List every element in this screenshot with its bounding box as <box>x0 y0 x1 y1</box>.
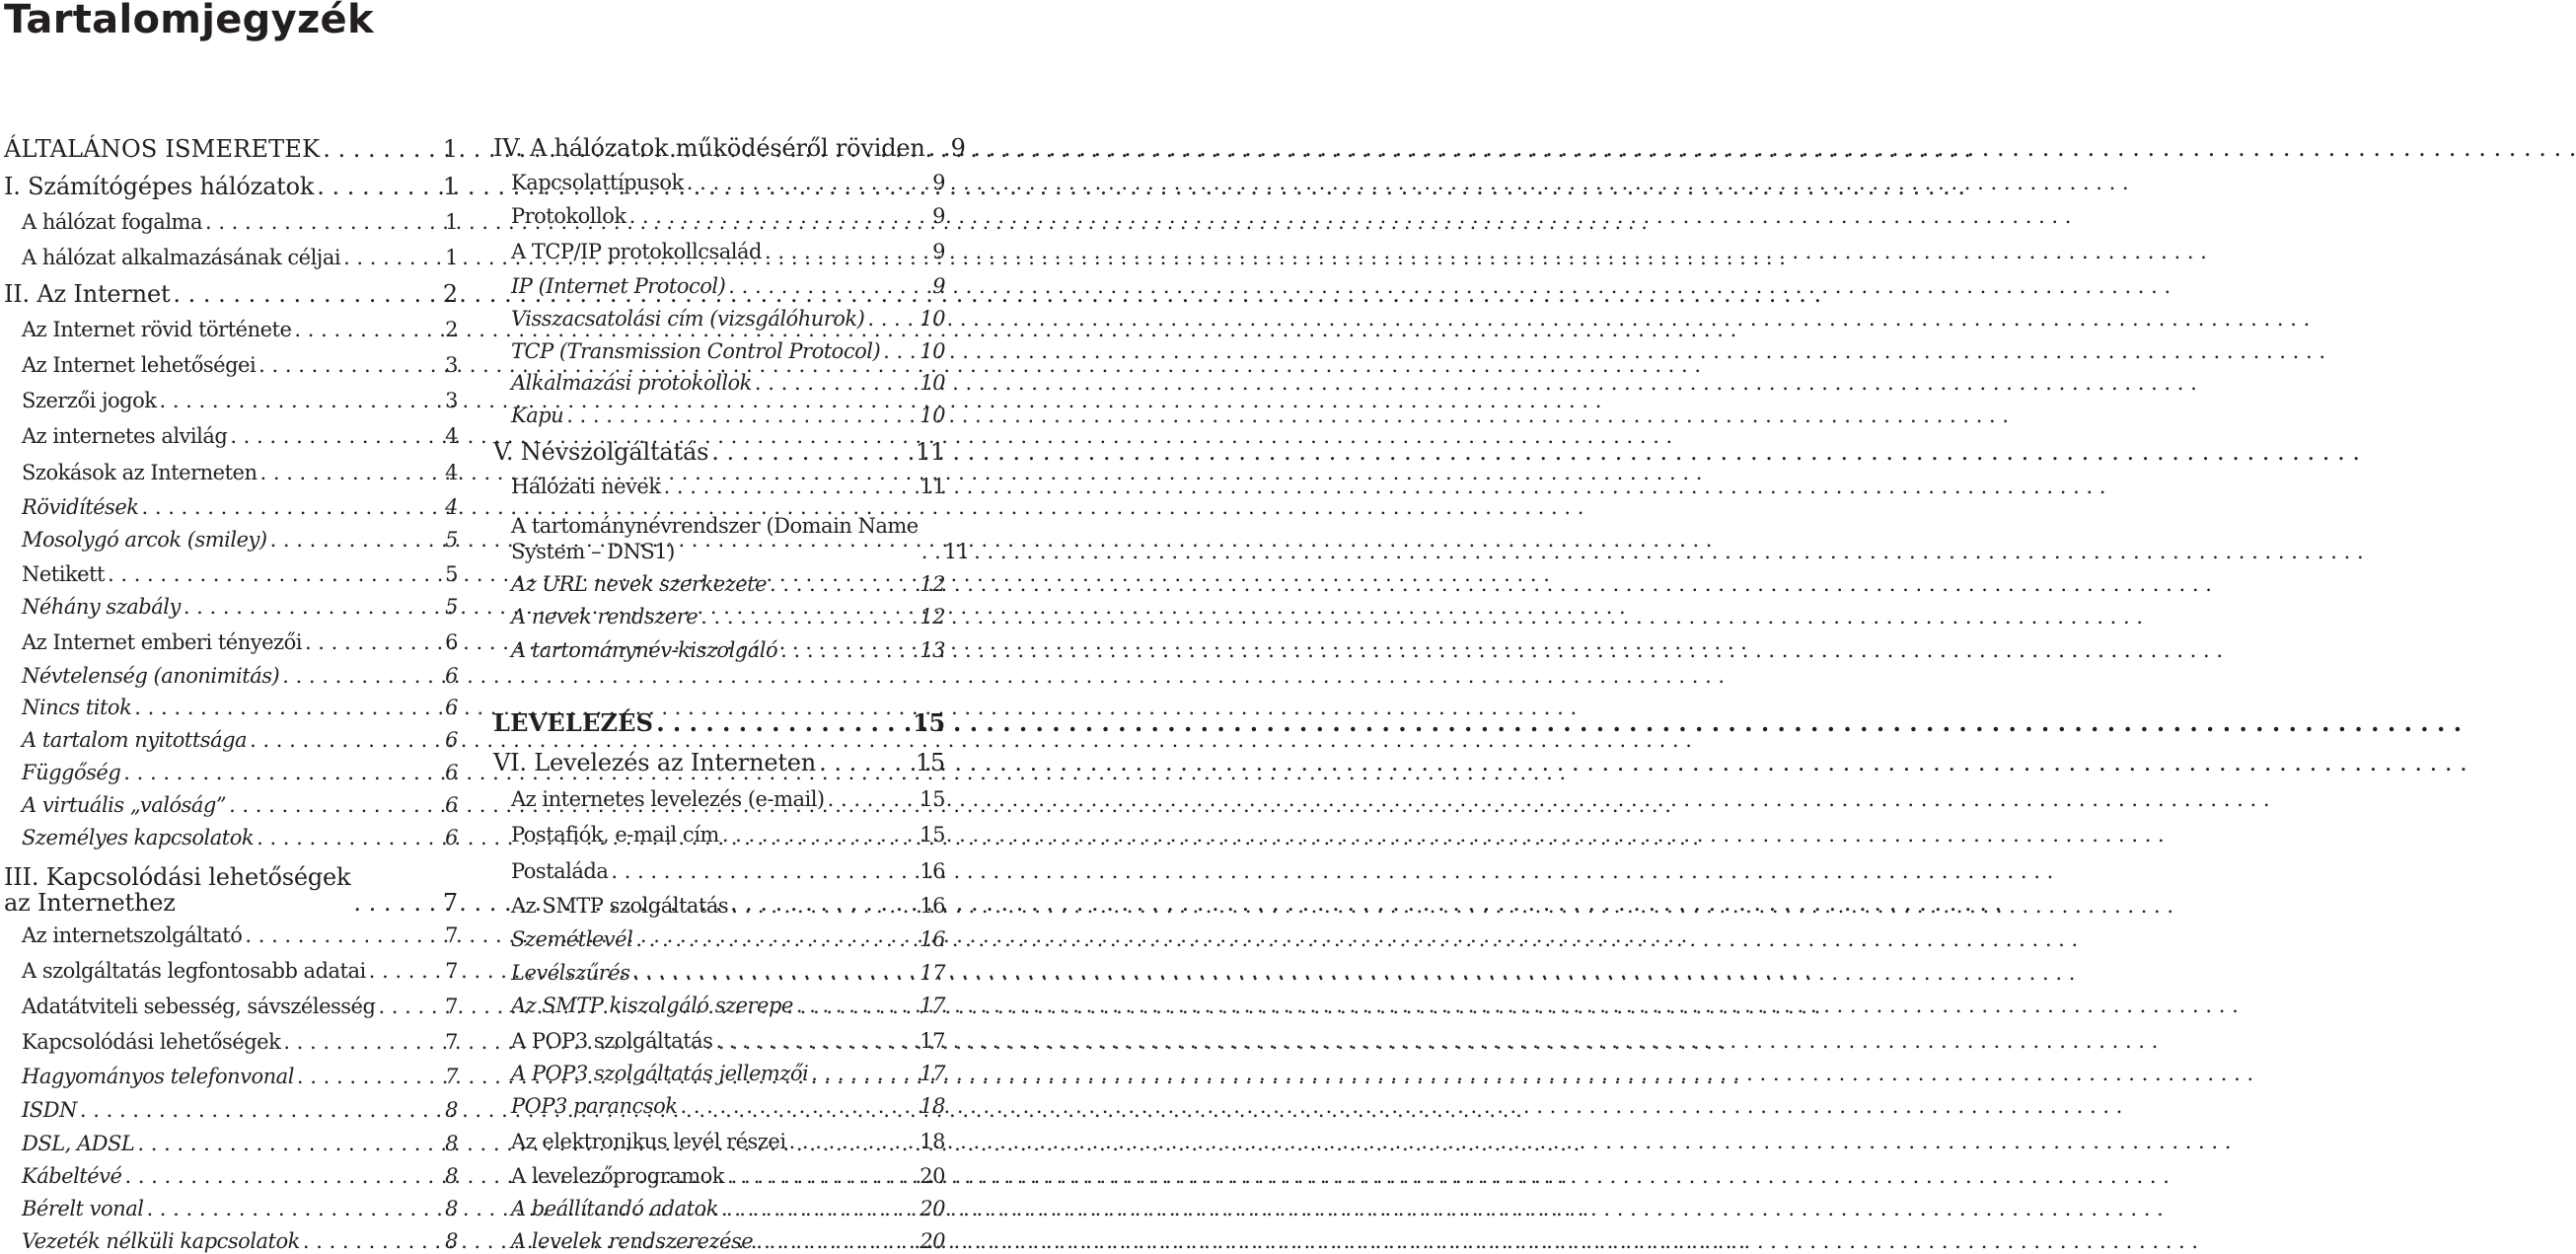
toc-entry-page-number: 5 <box>445 595 458 619</box>
dot-leader <box>366 958 445 984</box>
toc-entry-title: Rövidítések <box>22 495 139 519</box>
toc-entry <box>493 129 966 162</box>
toc-entry-page-number: 9 <box>932 274 945 298</box>
toc-entry-page-number: 6 <box>445 793 458 817</box>
toc-entry-title: Az internetes levelezés (e-mail) <box>511 787 825 811</box>
dot-leader <box>300 1228 445 1254</box>
dot-leader <box>698 604 920 629</box>
toc-entry-page-number: 1 <box>442 135 458 163</box>
toc-entry <box>4 521 458 553</box>
dot-leader <box>247 727 445 753</box>
toc-entry-page-number: 4 <box>445 461 458 484</box>
toc-entry <box>4 721 458 753</box>
toc-entry-page-number: 18 <box>920 1130 945 1153</box>
toc-entry-page-number: 15 <box>915 749 945 776</box>
toc-entry-title: A hálózat fogalma <box>22 210 202 234</box>
toc-entry-page-number: 6 <box>445 664 458 688</box>
toc-entry <box>4 657 458 689</box>
toc-entry-page-number: 15 <box>920 787 945 811</box>
dot-leader <box>181 594 445 620</box>
dot-leader <box>258 460 446 485</box>
toc-entry-page-number: 8 <box>445 1229 458 1253</box>
toc-entry-page-number: 9 <box>932 171 945 194</box>
toc-entry-title: Szerzői jogok <box>22 389 157 412</box>
toc-entry <box>493 1157 945 1189</box>
toc-entry-title: Szemétlevél <box>511 927 633 951</box>
toc-entry <box>493 233 945 264</box>
toc-entry <box>4 754 458 785</box>
toc-entry <box>4 917 458 948</box>
dot-leader <box>291 317 445 342</box>
toc-entry-page-number: 8 <box>445 1197 458 1220</box>
toc-entry <box>493 744 945 775</box>
dot-leader <box>105 561 445 587</box>
dot-leader <box>677 1093 920 1119</box>
toc-entry <box>4 1091 458 1123</box>
dot-leader <box>134 1131 445 1156</box>
toc-entry <box>4 588 458 620</box>
toc-entry <box>4 988 458 1019</box>
toc-entry <box>4 275 458 307</box>
dot-leader <box>170 281 443 307</box>
toc-entry <box>493 631 945 663</box>
dot-leader <box>227 423 445 449</box>
toc-entry-title: A TCP/IP protokollcsalád <box>511 240 762 263</box>
toc-entry-title: Visszacsatolási cím (vizsgálóhurok) <box>511 307 865 331</box>
toc-entry-page-number: 11 <box>915 438 945 466</box>
toc-entry-page-number: 4 <box>445 495 458 519</box>
dot-leader <box>919 539 944 564</box>
dot-leader <box>880 338 920 364</box>
toc-entry <box>493 267 945 299</box>
toc-entry-title <box>511 507 919 564</box>
dot-leader <box>375 994 445 1019</box>
toc-entry <box>493 468 945 499</box>
dot-leader <box>294 1064 445 1089</box>
toc-entry-title: A POP3 szolgáltatás <box>511 1029 713 1053</box>
toc-entry-title: Hagyományos telefonvonal <box>22 1065 294 1088</box>
toc-entry-page-number: 2 <box>445 318 458 341</box>
toc-entry <box>4 1190 458 1221</box>
toc-entry-title: A virtuális „valóság” <box>22 793 227 817</box>
toc-entry-page-number: 7 <box>445 923 458 947</box>
toc-entry <box>493 921 945 952</box>
toc-entry-title: Az elektronikus levél részei <box>511 1130 786 1153</box>
dot-leader <box>825 786 920 812</box>
dot-leader <box>777 637 920 663</box>
dot-leader <box>632 926 920 952</box>
toc-entry-title-line2: System – DNS1) <box>511 540 675 563</box>
toc-entry-page-number: 8 <box>445 1164 458 1188</box>
toc-entry-title: Adatátviteli sebesség, sávszélesség <box>22 995 376 1018</box>
toc-entry <box>4 819 458 850</box>
toc-entry <box>493 852 945 884</box>
toc-entry-page-number: 16 <box>920 927 945 951</box>
toc-entry <box>493 1190 945 1221</box>
page-title: Tartalomjegyzék <box>4 0 374 42</box>
toc-entry <box>4 1023 458 1055</box>
toc-entry <box>4 1125 458 1156</box>
toc-entry-title: A POP3 szolgáltatás jellemzői <box>511 1062 809 1085</box>
toc-entry-title: Bérelt vonal <box>22 1197 144 1220</box>
toc-entry-page-number: 8 <box>445 1132 458 1155</box>
dot-leader <box>864 306 920 332</box>
toc-entry <box>493 507 970 564</box>
toc-entry-title: Mosolygó arcok (smiley) <box>22 528 267 552</box>
toc-entry-title: A szolgáltatás legfontosabb adatai <box>22 959 366 983</box>
dot-leader <box>712 1028 920 1054</box>
toc-entry-title: Függőség <box>22 761 121 784</box>
toc-entry-title: Az Internet emberi tényezői <box>22 630 302 654</box>
toc-entry-page-number: 10 <box>920 339 945 363</box>
toc-entry <box>493 300 945 332</box>
dot-leader <box>793 993 920 1018</box>
toc-entry-title: Hálózati nevek <box>511 475 661 498</box>
toc-entry-page-number: 17 <box>920 961 945 985</box>
toc-entry-title-line1: A tartománynévrendszer (Domain Name <box>511 514 919 538</box>
toc-entry-page-number: 13 <box>920 638 945 662</box>
dot-leader <box>563 403 920 428</box>
toc-entry-page-number: 20 <box>920 1164 945 1188</box>
toc-entry <box>493 197 945 229</box>
dot-leader <box>762 239 932 264</box>
toc-entry-page-number: 4 <box>445 424 458 448</box>
toc-entry-page-number: 6 <box>445 826 458 849</box>
toc-entry <box>4 126 458 162</box>
dot-leader <box>320 136 443 162</box>
toc-entry <box>493 1123 945 1154</box>
toc-entry-page-number: 7 <box>445 959 458 983</box>
toc-entry <box>493 433 945 465</box>
toc-entry-page-number: 9 <box>932 240 945 263</box>
toc-entry-title: VI. Levelezés az Interneten <box>493 749 817 776</box>
toc-entry-page-number: 1 <box>442 173 458 200</box>
dot-leader <box>267 527 446 553</box>
toc-entry-title: A levelek rendszerezése <box>511 1229 754 1253</box>
dot-leader <box>226 792 445 818</box>
toc-entry-title: Postafiók, e-mail cím <box>511 823 719 847</box>
toc-entry-title: Az internetszolgáltató <box>22 923 243 947</box>
toc-entry-page-number: 9 <box>932 204 945 228</box>
toc-entry <box>493 816 945 848</box>
dot-leader <box>630 960 920 986</box>
toc-entry <box>4 624 458 655</box>
toc-entry <box>493 954 945 986</box>
toc-entry-title: Az internetes alvilág <box>22 424 228 448</box>
toc-entry-title: IP (Internet Protocol) <box>511 274 726 298</box>
dot-leader <box>350 890 443 916</box>
toc-entry-page-number: 7 <box>445 995 458 1018</box>
toc-entry-page-number: 5 <box>445 562 458 586</box>
dot-leader <box>121 1163 445 1189</box>
dot-leader <box>256 352 445 378</box>
toc-entry-title: Az SMTP kiszolgáló szerepe <box>511 994 793 1017</box>
toc-entry <box>493 780 945 812</box>
toc-entry-page-number: 10 <box>920 307 945 331</box>
toc-entry-page-number: 6 <box>445 696 458 719</box>
toc-entry <box>493 1022 945 1054</box>
dot-leader <box>202 209 445 235</box>
dot-leader <box>767 571 920 597</box>
dot-leader <box>753 1228 920 1254</box>
dot-leader <box>708 439 916 465</box>
toc-entry <box>4 952 458 984</box>
toc-entry-page-number: 17 <box>920 994 945 1017</box>
toc-entry <box>4 454 458 485</box>
toc-entry-page-number: 6 <box>445 761 458 784</box>
dot-leader <box>280 1029 445 1055</box>
toc-entry-page-number: 15 <box>913 708 945 737</box>
dot-leader <box>786 1129 920 1154</box>
toc-entry-title: Az Internet lehetőségei <box>22 353 257 377</box>
toc-entry-page-number: 7 <box>445 1065 458 1088</box>
toc-entry <box>4 203 458 235</box>
dot-leader <box>139 494 446 520</box>
toc-entry-title: V. Névszolgáltatás <box>493 438 709 466</box>
dot-leader <box>816 750 916 775</box>
dot-leader <box>684 170 932 195</box>
toc-entry-page-number: 9 <box>950 134 966 162</box>
toc-entry-title: Az SMTP szolgáltatás <box>511 894 729 918</box>
toc-entry-title: Névtelenség (anonimitás) <box>22 664 280 688</box>
toc-entry-page-number: 8 <box>445 1098 458 1122</box>
toc-entry <box>4 1058 458 1089</box>
toc-entry <box>4 1222 458 1254</box>
toc-entry-title <box>4 858 350 916</box>
dot-leader <box>724 1163 920 1189</box>
toc-entry <box>493 701 945 736</box>
toc-entry-title: ISDN <box>22 1098 77 1122</box>
toc-entry-title: Néhány szabály <box>22 595 181 619</box>
toc-entry <box>4 239 458 270</box>
toc-entry-page-number: 5 <box>445 528 458 552</box>
toc-entry <box>493 1087 945 1119</box>
toc-entry-title: Alkalmazási protokollok <box>511 371 752 395</box>
toc-entry-page-number: 3 <box>445 353 458 377</box>
dot-leader <box>77 1097 445 1123</box>
toc-entry <box>493 332 945 364</box>
toc-entry <box>493 1222 945 1254</box>
toc-entry-title: LEVELEZÉS <box>493 708 654 737</box>
toc-entry-title: Kapcsolattípusok <box>511 171 684 194</box>
toc-entry <box>4 311 458 342</box>
toc-entry <box>493 1055 945 1086</box>
dot-leader <box>156 388 445 413</box>
toc-entry-title: A nevek rendszere <box>511 605 699 628</box>
toc-entry-title: Postaláda <box>511 859 609 883</box>
dot-leader <box>131 695 445 720</box>
toc-entry <box>4 417 458 449</box>
toc-entry-page-number: 1 <box>445 210 458 234</box>
toc-entry-page-number: 11 <box>920 475 945 498</box>
toc-entry-page-number: 17 <box>920 1062 945 1085</box>
toc-entry-title: A tartománynév-kiszolgáló <box>511 638 778 662</box>
toc-entry-title: A hálózat alkalmazásának céljai <box>22 246 341 269</box>
toc-entry-title: Kábeltévé <box>22 1164 122 1188</box>
toc-entry-page-number: 7 <box>442 889 458 917</box>
toc-entry <box>4 488 458 520</box>
toc-entry-title: Vezeték nélküli kapcsolatok <box>22 1229 300 1253</box>
dot-leader <box>626 203 933 229</box>
toc-entry-page-number: 7 <box>445 1030 458 1054</box>
dot-leader <box>925 135 951 161</box>
toc-entry-page-number: 6 <box>445 630 458 654</box>
toc-entry-page-number: 16 <box>920 859 945 883</box>
toc-entry-page-number: 2 <box>442 280 458 308</box>
toc-entry-page-number: 6 <box>445 728 458 752</box>
toc-entry <box>493 565 945 597</box>
toc-entry-page-number: 3 <box>445 389 458 412</box>
dot-leader <box>302 629 445 655</box>
toc-entry-page-number: 17 <box>920 1029 945 1053</box>
toc-entry <box>4 689 458 720</box>
toc-entry-title: IV. A hálózatok működéséről röviden <box>493 134 925 162</box>
dot-leader <box>808 1061 920 1086</box>
dot-leader <box>718 1196 920 1221</box>
toc-entry <box>4 382 458 413</box>
dot-leader <box>653 710 913 736</box>
toc-entry-page-number: 18 <box>920 1094 945 1118</box>
toc-entry-title: A levelezőprogramok <box>511 1164 725 1188</box>
dot-leader <box>242 922 445 948</box>
toc-entry <box>493 397 945 428</box>
toc-entry <box>4 858 458 916</box>
toc-entry-title: Személyes kapcsolatok <box>22 826 255 849</box>
toc-entry-page-number: 10 <box>920 371 945 395</box>
toc-entry <box>493 887 945 919</box>
toc-entry <box>493 987 945 1018</box>
toc-entry-title: Protokollok <box>511 204 626 228</box>
toc-entry-title: Szokások az Interneten <box>22 461 258 484</box>
toc-entry <box>493 598 945 629</box>
dot-leader <box>143 1196 445 1221</box>
dot-leader <box>728 893 920 919</box>
toc-entry <box>493 164 945 195</box>
toc-entry-page-number: 1 <box>445 246 458 269</box>
toc-entry-page-number: 11 <box>943 540 970 563</box>
toc-entry-title: TCP (Transmission Control Protocol) <box>511 339 881 363</box>
toc-entry-page-number: 16 <box>920 894 945 918</box>
dot-leader <box>254 825 445 850</box>
toc-entry-page-number: 12 <box>920 572 945 596</box>
toc-entry-title: Az Internet rövid története <box>22 318 292 341</box>
toc-entry-title: Kapu <box>511 404 564 427</box>
toc-entry-title-line2: az Internethez <box>4 889 176 917</box>
toc-entry-title: Az URL nevek szerkezete <box>511 572 767 596</box>
toc-entry-title: Levélszűrés <box>511 961 630 985</box>
toc-entry <box>4 786 458 818</box>
toc-entry-title: A beállítandó adatok <box>511 1197 718 1220</box>
toc-entry-page-number: 12 <box>920 605 945 628</box>
toc-entry-title: I. Számítógépes hálózatok <box>4 173 315 200</box>
toc-entry <box>4 1157 458 1189</box>
toc-entry-title: II. Az Internet <box>4 280 171 308</box>
dot-leader <box>752 370 920 396</box>
dot-leader <box>340 245 445 270</box>
dot-leader <box>279 663 445 689</box>
toc-entry-title: A tartalom nyitottsága <box>22 728 248 752</box>
dot-leader <box>314 174 443 199</box>
dot-leader <box>120 760 445 785</box>
toc-entry-page-number: 10 <box>920 404 945 427</box>
toc-entry <box>4 168 458 199</box>
dot-leader <box>725 273 932 299</box>
toc-entry-title-line1: III. Kapcsolódási lehetőségek <box>4 863 351 891</box>
toc-entry-title: DSL, ADSL <box>22 1132 135 1155</box>
toc-entry <box>493 364 945 396</box>
toc-entry-title: POP3 parancsok <box>511 1094 678 1118</box>
dot-leader <box>661 474 920 499</box>
toc-entry-title: Netikett <box>22 562 105 586</box>
toc-entry-page-number: 15 <box>920 823 945 847</box>
toc-entry-title: Nincs titok <box>22 696 132 719</box>
toc-entry-title: Kapcsolódási lehetőségek <box>22 1030 281 1054</box>
toc-entry-page-number: 20 <box>920 1229 945 1253</box>
dot-leader <box>608 858 920 884</box>
toc-entry <box>4 555 458 587</box>
toc-entry-page-number: 20 <box>920 1197 945 1220</box>
toc-entry <box>4 346 458 378</box>
dot-leader <box>719 822 920 848</box>
toc-entry-title: ÁLTALÁNOS ISMERETEK <box>4 135 321 163</box>
